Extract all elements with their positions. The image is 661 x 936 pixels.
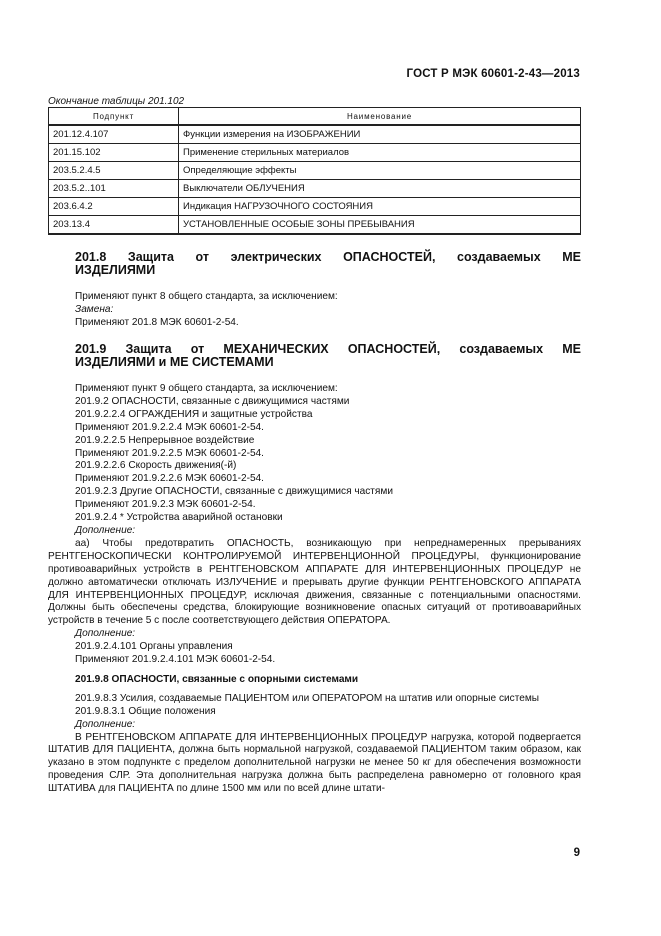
subclause-table [48, 107, 581, 235]
table-caption: Окончание таблицы 201.102 [48, 96, 185, 107]
page-number: 9 [573, 847, 580, 859]
table-header-row [49, 108, 581, 126]
table-row: 203.5.2..101 Выключатели ОБЛУЧЕНИЯ [49, 180, 581, 198]
section-9-heading: 201.9 Защита от МЕХАНИЧЕСКИХ ОПАСНОСТЕЙ, создаваемых МЕ ИЗДЕЛИЯМИ и МЕ СИСТЕМАМИ [75, 342, 581, 369]
col-header-name: Наименование [179, 108, 581, 126]
table-row: 201.12.4.107 Функции измерения на ИЗОБРАЖЕНИИ [49, 125, 581, 144]
subsection-9-8-3: 201.9.8.3 Усилия, создаваемые ПАЦИЕНТОМ или ОПЕРАТОРОМ на штатив или опорные системы [75, 692, 540, 704]
section-8-heading: 201.8 Защита от электрических ОПАСНОСТЕЙ, создаваемых МЕ ИЗДЕЛИЯМИ [75, 250, 581, 277]
document-code: ГОСТ Р МЭК 60601-2-43—2013 [406, 68, 580, 80]
subsection-9-8-heading: 201.9.8 ОПАСНОСТИ, связанные с опорными системами [75, 673, 359, 685]
table-row: 203.13.4 УСТАНОВЛЕННЫЕ ОСОБЫЕ ЗОНЫ ПРЕБЫВАНИЯ [49, 216, 581, 235]
section-9-body: Применяют пункт 9 общего стандарта, за исключением: 201.9.2 ОПАСНОСТИ, связанные с движущимися частями 201.9.2.2.4 ОГРАЖДЕНИЯ и защитные устройства Применяют 201.9.2.2.4 МЭК 60601-2-54. 201.9.2.2.5 Непрерывное воздействие Применяют 201.9.2.2.5 МЭК 60601-2-54. 201.9.2.2.6 Скорость движения(-й) Применяют 201.9.2.2.6 МЭК 60601-2-54. 201.9.2.3 Другие ОПАСНОСТИ, связанные с движущимися частями Применяют 201.9.2.3 МЭК 60601-2-54. 201.9.2.4 * Устройства аварийной остановки Дополнение: аа) Чтобы предотвратить ОПАСНОСТЬ, возникающую при непреднамеренных прерываниях РЕНТГЕНОСКОПИЧЕСКИ КОНТРОЛИРУЕМОЙ ИНТЕРВЕНЦИОННОЙ ПРОЦЕДУРЫ, функционирование противоаварийных устройств в РЕНТГЕНОВСКОМ АППАРАТЕ ДЛЯ ИНТЕРВЕНЦИОННЫХ ПРОЦЕДУР не должно автоматически отключать ИЗЛУЧЕНИЕ и прерывать другие функции РЕНТГЕНОВСКОГО АППАРАТА ДЛЯ ИНТЕРВЕНЦИОННЫХ ПРОЦЕДУР, исключая движения, связанные с потенциальными опасностями. Должны быть обеспечены средства, блокирующие возникновение опасных ситуаций от противоаварийных устройств в течение 5 с после соответствующего действия ОПЕРАТОРА. Дополнение: 201.9.2.4.101 Органы управления Применяют 201.9.2.4.101 МЭК 60601-2-54. 201.9.8 ОПАСНОСТИ, связанные с опорными системами 201.9.8.3 Усилия, создаваемые ПАЦИЕНТОМ или ОПЕРАТОРОМ на штатив или опорные системы 201.9.8.3.1 Общие положения Дополнение: В РЕНТГЕНОВСКОМ АППАРАТЕ ДЛЯ ИНТЕРВЕНЦИОННЫХ ПРОЦЕДУР нагрузка, которой подвергается ШТАТИВ ДЛЯ ПАЦИЕНТА, должна быть нормальной нагрузкой, создаваемой ПАЦИЕНТОМ таким образом, как указано в этом подпункте с пределом дополнительной нагрузки не менее 50 кг для обеспечения возможности проведения СЛР. Эта дополнительная нагрузка должна быть распределена равномерно от головного края ШТАТИВА для ПАЦИЕНТА по длине 1500 мм или по всей длине штати- [48, 383, 581, 795]
section-8-body: Применяют пункт 8 общего стандарта, за исключением: Замена: Применяют 201.8 МЭК 60601-2-54. [75, 291, 338, 328]
table-row: 203.6.4.2 Индикация НАГРУЗОЧНОГО СОСТОЯНИЯ [49, 198, 581, 216]
col-header-subclause: Подпункт [49, 108, 179, 126]
table-row: 203.5.2.4.5 Определяющие эффекты [49, 162, 581, 180]
table-row: 201.15.102 Применение стерильных материалов [49, 144, 581, 162]
paragraph-aa: аа) Чтобы предотвратить ОПАСНОСТЬ, возникающую при непреднамеренных прерываниях РЕНТГЕНОСКОПИЧЕСКИ КОНТРОЛИРУЕМОЙ ИНТЕРВЕНЦИОННОЙ ПРОЦЕДУРЫ, функционирование противоаварийных устройств в РЕНТГЕНОВСКОМ АППАРАТЕ ДЛЯ ИНТЕРВЕНЦИОННЫХ ПРОЦЕДУР не должно автоматически отключать ИЗЛУЧЕНИЕ и прерывать другие функции РЕНТГЕНОВСКОГО АППАРАТА ДЛЯ ИНТЕРВЕНЦИОННЫХ ПРОЦЕДУР, исключая движения, связанные с потенциальными опасностями. Должны быть обеспечены средства, блокирующие возникновение опасных ситуаций от противоаварийных устройств в течение 5 с после соответствующего действия ОПЕРАТОРА. [48, 537, 581, 627]
paragraph-last: В РЕНТГЕНОВСКОМ АППАРАТЕ ДЛЯ ИНТЕРВЕНЦИОННЫХ ПРОЦЕДУР нагрузка, которой подвергается ШТАТИВ ДЛЯ ПАЦИЕНТА, должна быть нормальной нагрузкой, создаваемой ПАЦИЕНТОМ таким образом, как указано в этом подпункте с пределом дополнительной нагрузки не менее 50 кг для обеспечения возможности проведения СЛР. Эта дополнительная нагрузка должна быть распределена равномерно от головного края ШТАТИВА для ПАЦИЕНТА по длине 1500 мм или по всей длине штати- [48, 731, 581, 795]
